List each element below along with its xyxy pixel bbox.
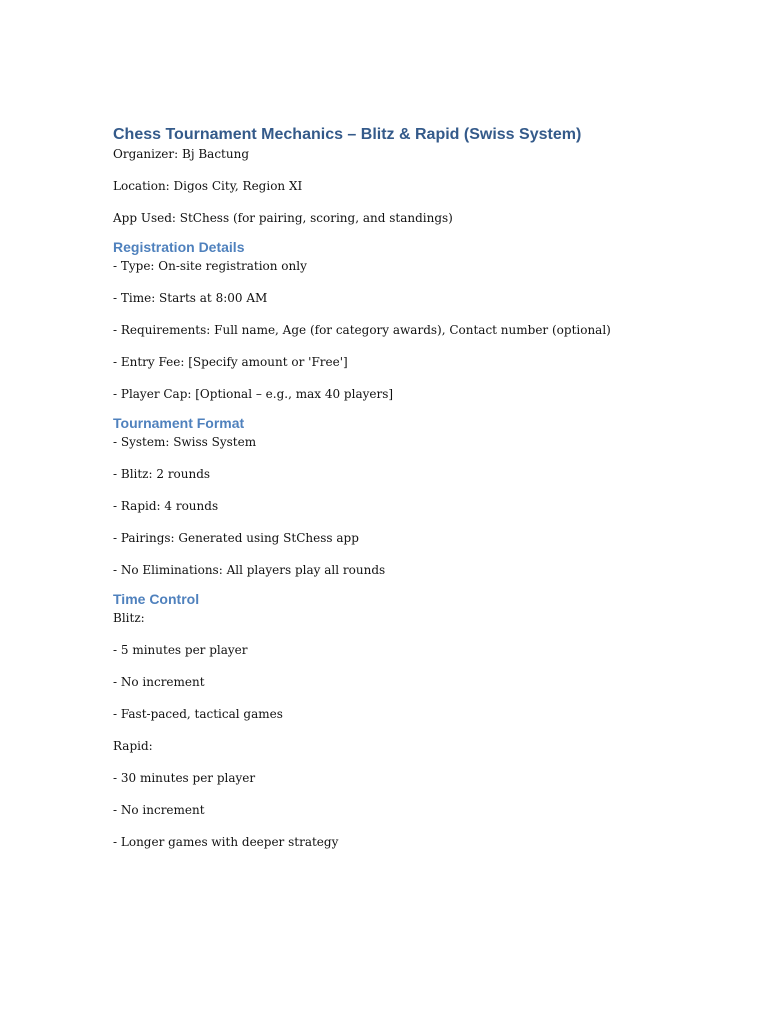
document-title: Chess Tournament Mechanics – Blitz & Rapid (Swiss System)	[113, 126, 582, 143]
list-item: - 30 minutes per player	[113, 771, 256, 785]
list-item: - Blitz: 2 rounds	[113, 467, 211, 481]
list-item: - Entry Fee: [Specify amount or 'Free']	[113, 355, 348, 369]
organizer-line: Organizer: Bj Bactung	[113, 147, 250, 161]
list-item: Blitz:	[113, 611, 145, 625]
list-item: - Fast-paced, tactical games	[113, 707, 283, 721]
list-item: - Pairings: Generated using StChess app	[113, 531, 359, 545]
list-item: Rapid:	[113, 739, 153, 753]
intro-block	[113, 146, 713, 238]
list-item: - Requirements: Full name, Age (for category awards), Contact number (optional)	[113, 323, 611, 337]
document-page	[113, 124, 713, 866]
section-heading: Time Control	[113, 591, 200, 607]
list-item: - Player Cap: [Optional – e.g., max 40 players]	[113, 387, 394, 401]
section-registration-details	[113, 236, 713, 414]
section-time-control	[113, 588, 713, 866]
list-item: - Type: On-site registration only	[113, 259, 307, 273]
section-tournament-format	[113, 412, 713, 590]
list-item: - Rapid: 4 rounds	[113, 499, 219, 513]
list-item: - No increment	[113, 803, 205, 817]
list-item: - No increment	[113, 675, 205, 689]
section-heading: Tournament Format	[113, 415, 245, 431]
app-used-line: App Used: StChess (for pairing, scoring, and standings)	[113, 211, 453, 225]
list-item: - Longer games with deeper strategy	[113, 835, 339, 849]
section-heading: Registration Details	[113, 239, 245, 255]
list-item: - System: Swiss System	[113, 435, 257, 449]
list-item: - Time: Starts at 8:00 AM	[113, 291, 268, 305]
list-item: - 5 minutes per player	[113, 643, 248, 657]
list-item: - No Eliminations: All players play all rounds	[113, 563, 386, 577]
location-line: Location: Digos City, Region XI	[113, 179, 303, 193]
